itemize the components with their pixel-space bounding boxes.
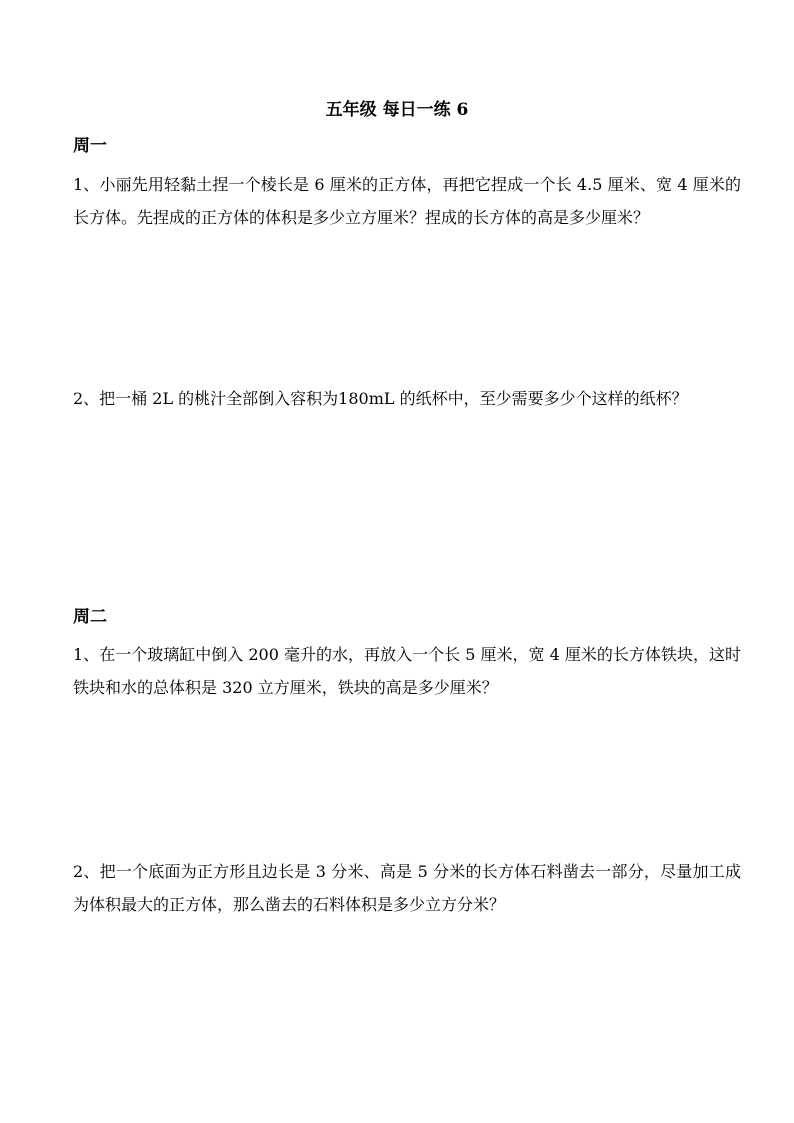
page-title: 五年级 每日一练 6 [325, 100, 469, 120]
question-tuesday-1: 1、在一个玻璃缸中倒入 200 毫升的水，再放入一个长 5 厘米，宽 4 厘米的长方体铁块，这时铁块和水的总体积是 320 立方厘米，铁块的高是多少厘米？ [73, 645, 741, 697]
section-heading-monday: 周一 [73, 136, 107, 156]
section-heading-tuesday: 周二 [73, 607, 107, 627]
question-monday-2: 2、把一桶 2L 的桃汁全部倒入容积为180mL 的纸杯中，至少需要多少个这样的纸杯？ [73, 389, 688, 408]
question-tuesday-2: 2、把一个底面为正方形且边长是 3 分米、高是 5 分米的长方体石料凿去一部分，尽量加工成为体积最大的正方体，那么凿去的石料体积是多少立方分米？ [73, 862, 741, 914]
question-monday-1: 1、小丽先用轻黏土捏一个棱长是 6 厘米的正方体，再把它捏成一个长 4.5 厘米、宽 4 厘米的长方体。先捏成的正方体的体积是多少立方厘米？捏成的长方体的高是多少厘米？ [73, 175, 741, 227]
